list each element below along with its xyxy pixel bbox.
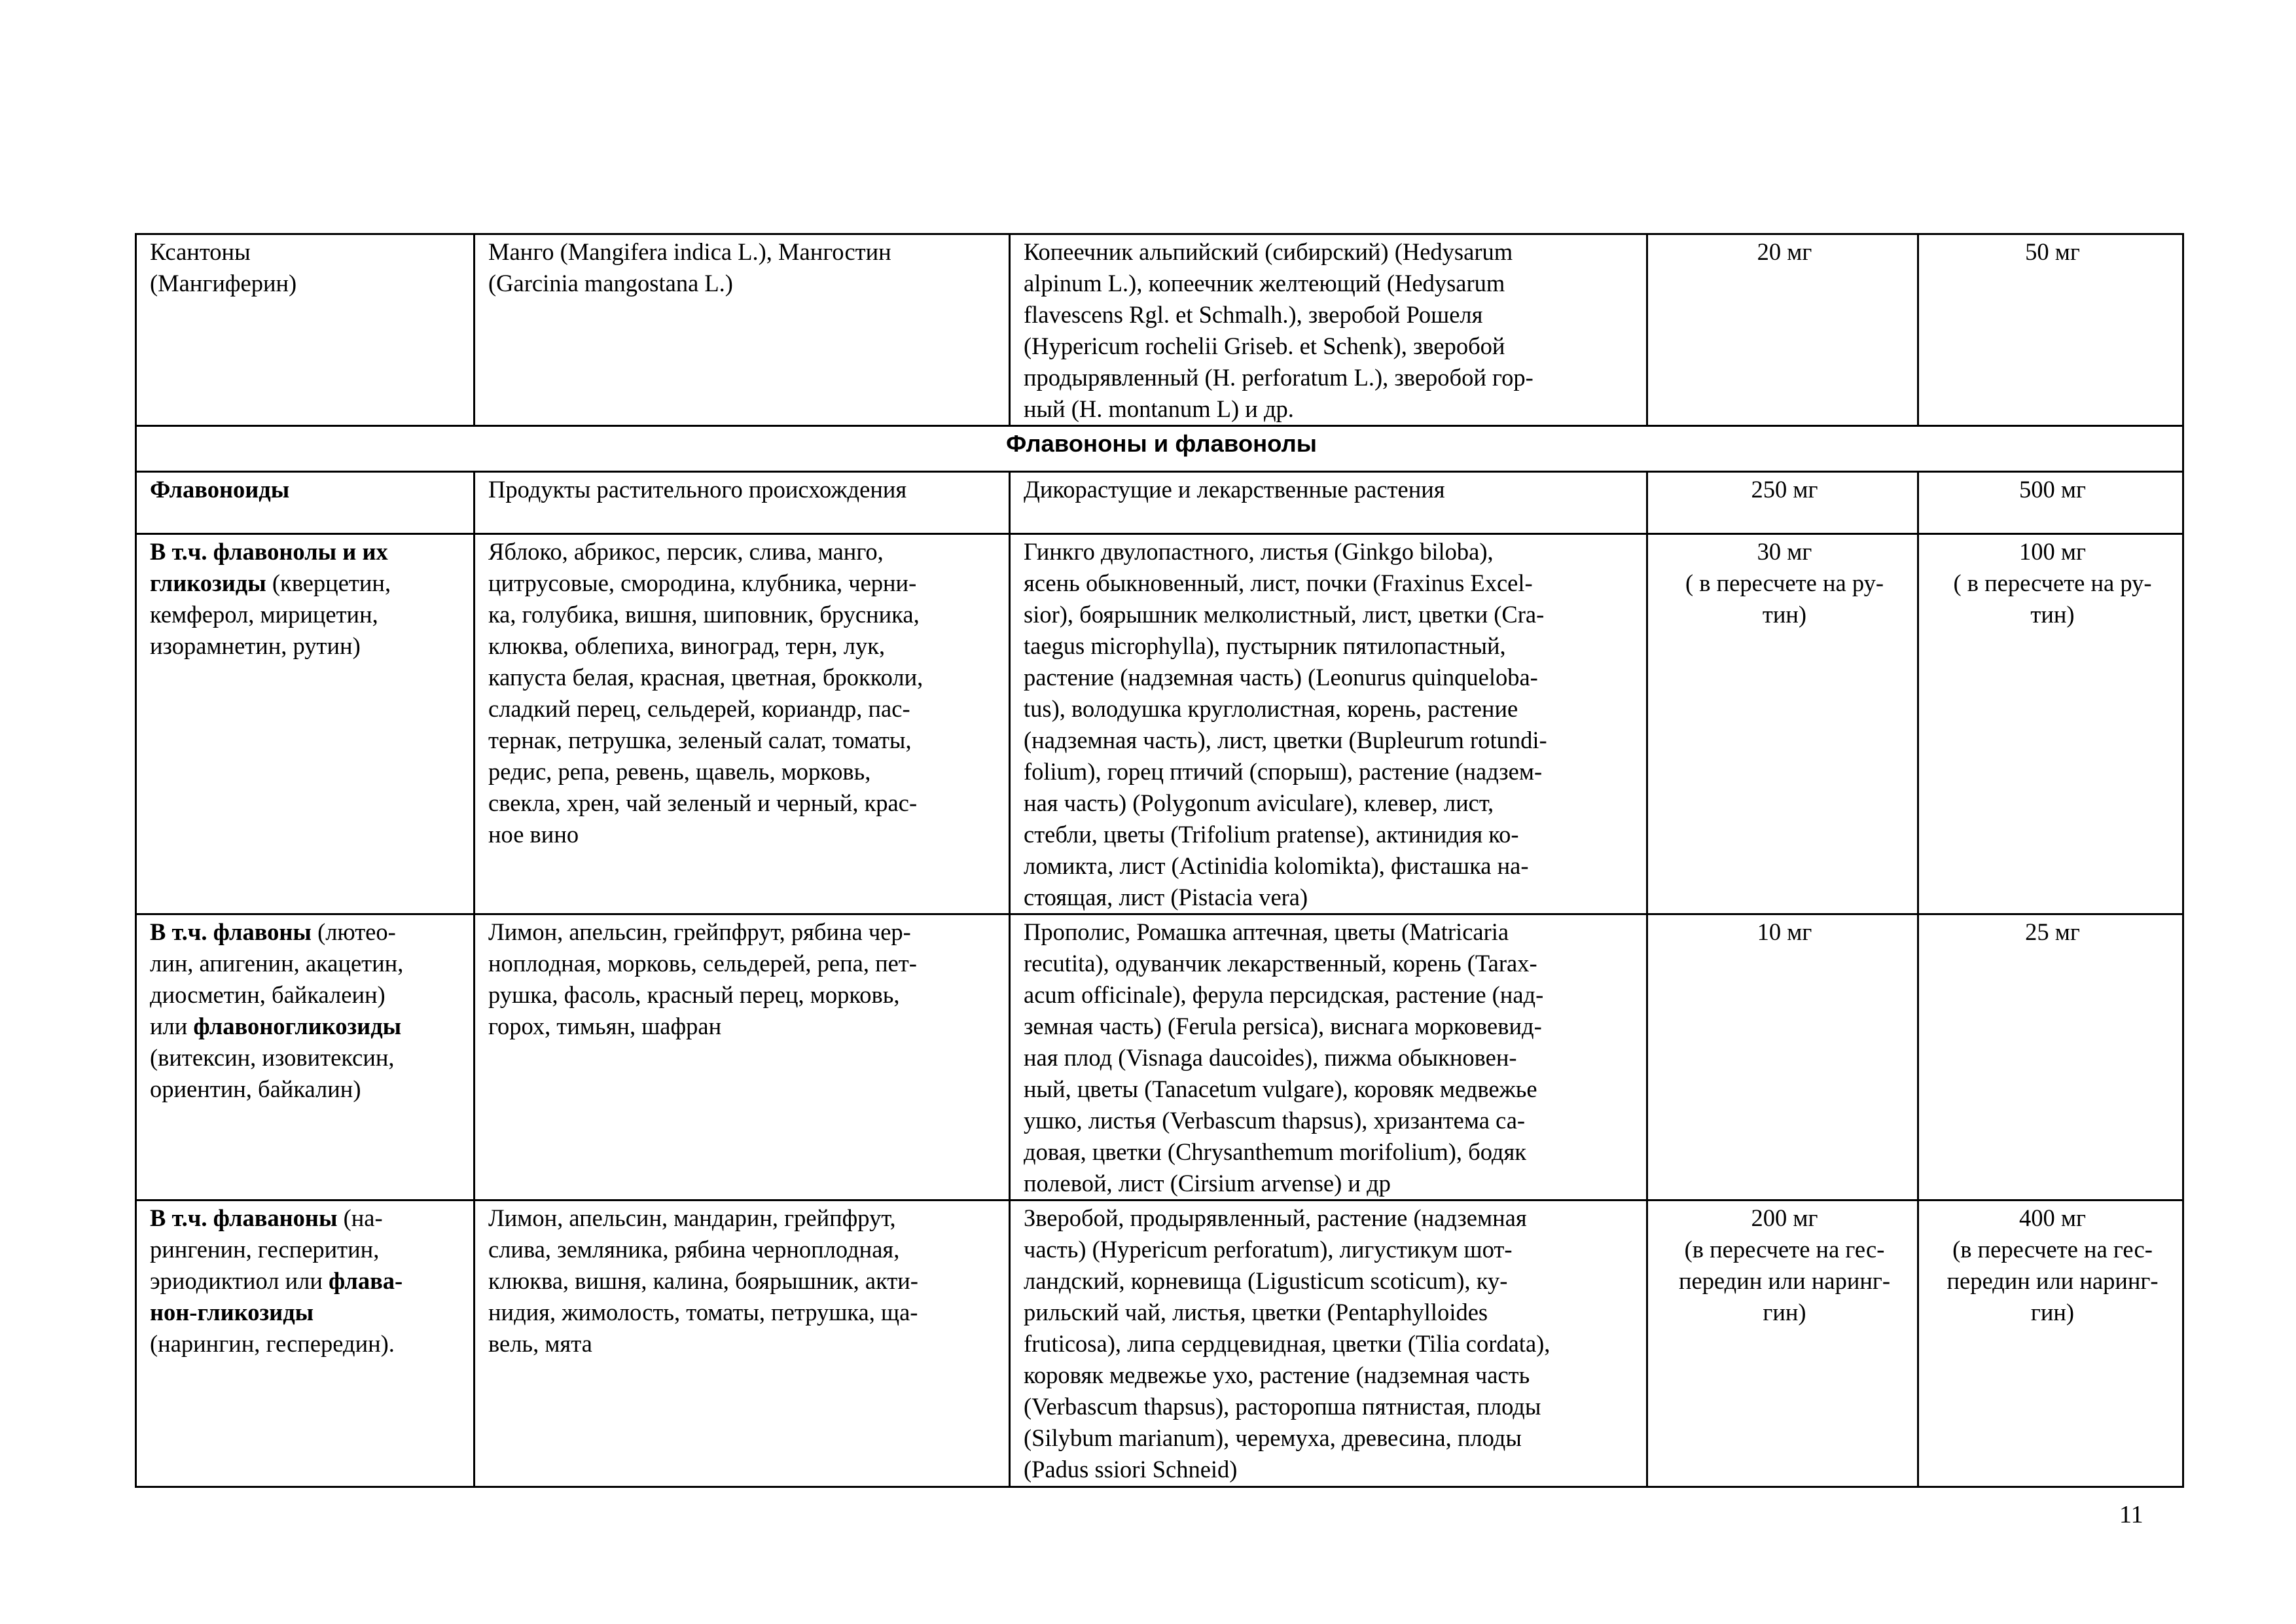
class-name-bold: В т.ч. флавонолы и их гликозиды <box>150 538 388 596</box>
dose-cell-1: 10 мг <box>1647 914 1918 1200</box>
dose-cell-2: 500 мг <box>1918 472 2183 534</box>
table-row-flavonoids <box>136 472 2183 534</box>
class-cell: Флавоноиды <box>136 472 475 534</box>
dose-cell-1: 20 мг <box>1647 234 1918 426</box>
foods-cell: Лимон, апельсин, мандарин, грейпфрут, слива, земляника, рябина черноплодная, клюква, вишня, калина, боярышник, акти- нидия, жимолость, томаты, петрушка, ща- вель, мята <box>475 1200 1010 1487</box>
table-row-flavanones <box>136 1200 2183 1487</box>
plants-cell: Копеечник альпийский (сибирский) (Hedysarum alpinum L.), копеечник желтеющий (Hedysarum flavescens Rgl. et Schmalh.), зверобой Рошеля (Hypericum rochelii Griseb. et Schenk), зверобой продырявленный (H. perforatum L.), зверобой гор- ный (H. montanum L) и др. <box>1010 234 1647 426</box>
class-name-bold: В т.ч. флаваноны <box>150 1204 338 1231</box>
dose-cell-2: 25 мг <box>1918 914 2183 1200</box>
class-cell: Ксантоны (Мангиферин) <box>136 234 475 426</box>
section-title: Флавононы и флавонолы <box>136 426 2183 472</box>
plants-cell: Зверобой, продырявленный, растение (надземная часть) (Hypericum perforatum), лигустикум шот- ландский, корневища (Ligusticum scoticum), ку- рильский чай, листья, цветки (Pentaphylloides fruticosa), липа сердцевидная, цветки (Tilia cordata), коровяк медвежье ухо, растение (надземная часть (Verbascum thapsus), расторопша пятнистая, плоды (Silybum marianum), черемуха, древесина, плоды (Padus ssiori Schneid) <box>1010 1200 1647 1487</box>
class-name-rest-2: (витексин, изовитексин, ориентин, байкалин) <box>150 1044 395 1102</box>
plants-cell: Прополис, Ромашка аптечная, цветы (Matricaria recutita), одуванчик лекарственный, корень (Tarax- acum officinale), ферула персидская, растение (над- земная часть) (Ferula persica), виснага морковевид- ная плод (Visnaga daucoides), пижма обыкновен- ный, цветы (Tanacetum vulgare), коровяк медвежье ушко, листья (Verbascum thapsus), хризантема са- довая, цветки (Chrysanthemum morifolium), бодяк полевой, лист (Cirsium arvense) и др <box>1010 914 1647 1200</box>
table-row-flavones <box>136 914 2183 1200</box>
class-name-rest: (лютео- лин, апигенин, акацетин, диосметин, байкалеин) или <box>150 918 404 1039</box>
plants-cell: Гинкго двулопастного, листья (Ginkgo biloba), ясень обыкновенный, лист, почки (Fraxinus Excel- sior), боярышник мелколистный, лист, цветки (Cra- taegus microphylla), пустырник пятилопастный, растение (надземная часть) (Leonurus quinqueloba- tus), володушка круглолистная, корень, растение (надземная часть), лист, цветки (Bupleurum rotundi- folium), горец птичий (спорыш), растение (надзем- ная часть) (Polygonum aviculare), клевер, лист, стебли, цветы (Trifolium pratense), актинидия ко- ломикта, лист (Actinidia kolomikta), фисташка на- стоящая, лист (Pistacia vera) <box>1010 534 1647 914</box>
class-cell <box>136 914 475 1200</box>
dose-cell-1: 30 мг ( в пересчете на ру- тин) <box>1647 534 1918 914</box>
dose-cell-1: 200 мг (в пересчете на гес- передин или наринг- гин) <box>1647 1200 1918 1487</box>
table-row-xanthones <box>136 234 2183 426</box>
class-name-bold-2: флава- нон-гликозиды <box>150 1267 403 1326</box>
foods-cell: Манго (Mangifera indica L.), Мангостин (Garcinia mangostana L.) <box>475 234 1010 426</box>
foods-cell: Продукты растительного происхождения <box>475 472 1010 534</box>
foods-cell: Лимон, апельсин, грейпфрут, рябина чер- ноплодная, морковь, сельдерей, репа, пет- рушка, фасоль, красный перец, морковь, горох, тимьян, шафран <box>475 914 1010 1200</box>
foods-cell: Яблоко, абрикос, персик, слива, манго, цитрусовые, смородина, клубника, черни- ка, голубика, вишня, шиповник, брусника, клюква, облепиха, виноград, терн, лук, капуста белая, красная, цветная, брокколи, сладкий перец, сельдерей, кориандр, пас- тернак, петрушка, зеленый салат, томаты, редис, репа, ревень, щавель, морковь, свекла, хрен, чай зеленый и черный, крас- ное вино <box>475 534 1010 914</box>
class-cell <box>136 1200 475 1487</box>
content-table <box>135 233 2184 1488</box>
class-name-rest-2: (нарингин, геспередин). <box>150 1330 395 1357</box>
page-number: 11 <box>2119 1501 2144 1528</box>
class-name-rest: (кверцетин, кемферол, мирицетин, изорамнетин, рутин) <box>150 569 391 659</box>
dose-cell-2: 50 мг <box>1918 234 2183 426</box>
class-name-bold-2: флавоногликозиды <box>193 1013 402 1039</box>
class-name-rest: (на- рингенин, гесперитин, эриодиктиол или <box>150 1204 383 1294</box>
dose-cell-2: 100 мг ( в пересчете на ру- тин) <box>1918 534 2183 914</box>
class-cell <box>136 534 475 914</box>
class-name-bold: В т.ч. флавоны <box>150 918 312 945</box>
section-header-row <box>136 426 2183 472</box>
table-row-flavonols <box>136 534 2183 914</box>
dose-cell-1: 250 мг <box>1647 472 1918 534</box>
plants-cell: Дикорастущие и лекарственные растения <box>1010 472 1647 534</box>
dose-cell-2: 400 мг (в пересчете на гес- передин или наринг- гин) <box>1918 1200 2183 1487</box>
